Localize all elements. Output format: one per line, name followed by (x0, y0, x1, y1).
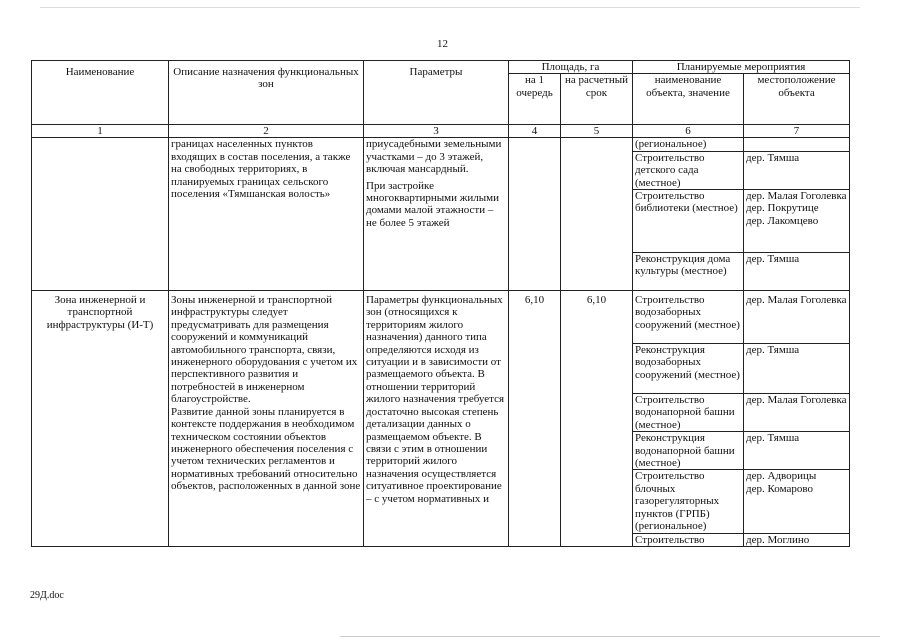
header-description: Описание назначения функциональных зон (169, 61, 364, 125)
event-location: дер. Тямша (744, 432, 850, 470)
area-calc-cell (561, 138, 633, 291)
scan-edge-top (40, 7, 860, 8)
event-name: Строительство детского сада (местное) (633, 151, 744, 189)
header-name: Наименование (32, 61, 169, 125)
col-number: 7 (744, 125, 850, 138)
col-number: 6 (633, 125, 744, 138)
zone-params-cell: Параметры функциональных зон (относящихся к территориям жилого назначения) данного типа определяются исходя из ситуации и в зависимости от размещаемого объекта. В отношении территорий жилого назначения требуется достаточно высокая степень детализации данных о размещаемом объекте. В связи с этим в отношении территорий жилого назначения осуществляется ситуативное проектирование – с учетом нормативных и (364, 291, 509, 547)
location-line: дер. Адворицы (746, 470, 817, 483)
page-number: 12 (437, 38, 448, 50)
event-name: (региональное) (633, 138, 744, 151)
event-location: дер. Тямша (744, 344, 850, 394)
header-area-q1: на 1 очередь (509, 74, 561, 125)
location-line: дер. Покрутицe (746, 202, 819, 215)
event-location: дер. Тямша (744, 151, 850, 189)
table-row (32, 138, 850, 151)
location-line: дер. Малая Гоголевка (746, 190, 847, 203)
footer-filename: 29Д.doc (30, 590, 64, 601)
table-row (32, 291, 850, 344)
event-name: Строительство блочных газорегуляторных пунктов (ГРПБ) (региональное) (633, 470, 744, 533)
location-line: дер. Лакомцево (746, 214, 819, 227)
header-area-calc: на расчетный срок (561, 74, 633, 125)
zone-name-cell: Зона инженерной и транспортной инфраструктуры (И-Т) (32, 291, 169, 547)
area-q1-cell (509, 138, 561, 291)
params-paragraph: При застройке многоквартирными жилыми домами малой этажности – не более 5 этажей (366, 179, 499, 229)
event-name: Реконструкция водозаборных сооружений (местное) (633, 344, 744, 394)
header-planned: Планируемые мероприятия (633, 61, 850, 74)
zone-description-cell (169, 291, 364, 547)
header-planned-name: наименование объекта, значение (633, 74, 744, 125)
event-location: дер. Моглино (744, 533, 850, 546)
event-name: Строительство водонапорной башни (местное) (633, 394, 744, 432)
event-name: Строительство (633, 533, 744, 546)
params-paragraph: приусадебными земельными участками – до 3 этажей, включая мансардный. (366, 138, 502, 176)
header-planned-loc: местоположение объекта (744, 74, 850, 125)
description-paragraph: Развитие данной зоны планируется в контексте поддержания в необходимом техническом состоянии объектов инженерного обеспечения поселения с учетом технических регламентов и нормативных требований относительно объектов, расположенных в данной зоне (171, 405, 361, 493)
col-number: 5 (561, 125, 633, 138)
event-name: Реконструкция водонапорной башни (местное) (633, 432, 744, 470)
event-name: Строительство библиотеки (местное) (633, 190, 744, 253)
location-line: дер. Комарово (746, 482, 813, 495)
event-location (744, 138, 850, 151)
col-number: 4 (509, 125, 561, 138)
header-params: Параметры (364, 61, 509, 125)
event-location (744, 470, 850, 533)
column-numbers-row (32, 125, 850, 138)
zone-params-cell (364, 138, 509, 291)
event-location: дер. Тямша (744, 253, 850, 291)
area-q1-value: 6,10 (509, 291, 561, 547)
header-row-1 (32, 61, 850, 74)
event-name: Реконструкция дома культуры (местное) (633, 253, 744, 291)
col-number: 2 (169, 125, 364, 138)
event-name: Строительство водозаборных сооружений (местное) (633, 291, 744, 344)
col-number: 1 (32, 125, 169, 138)
header-area: Площадь, га (509, 61, 633, 74)
event-location: дер. Малая Гоголевка (744, 394, 850, 432)
scan-edge-bottom (340, 636, 880, 637)
zone-name-cell (32, 138, 169, 291)
area-calc-value: 6,10 (561, 291, 633, 547)
description-paragraph: Зоны инженерной и транспортной инфраструктуры следует предусматривать для размещения сооружений и коммуникаций автомобильного транспорта, связи, инженерного оборудования с учетом их перспективного развития и потребностей в инженерном благоустройстве. (171, 294, 358, 406)
zone-description-cell: границах населенных пунктов входящих в состав поселения, а также на свободных территориях, в планируемых границах сельского поселения «Тямшанская волость» (169, 138, 364, 291)
event-location (744, 190, 850, 253)
zones-table (31, 60, 850, 547)
event-location: дер. Малая Гоголевка (744, 291, 850, 344)
col-number: 3 (364, 125, 509, 138)
